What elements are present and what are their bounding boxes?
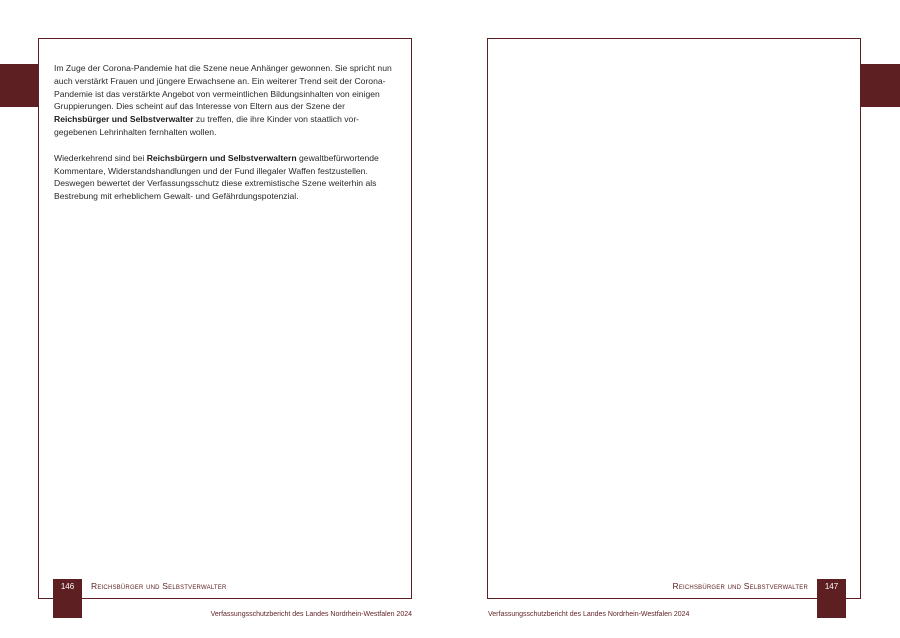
left-page-body: [54, 62, 394, 216]
paragraph-2: [54, 152, 394, 203]
paragraph-1-text-a: Im Zuge der Corona-Pandemie hat die Szene neue Anhänger gewonnen. Sie spricht nun auch verstärkt Frauen und jüngere Erwachsene an. Ein weiterer Trend seit der Corona-Pandemie ist das verstärkte Angebot von vermeintlichen Bildungsinhalten von einigen Gruppierungen. Dies scheint auf das Interesse von Eltern aus der Szene der: [54, 63, 392, 112]
left-page-number: 146: [53, 579, 82, 618]
right-footer: Verfassungsschutzbericht des Landes Nordrhein-Westfalen 2024: [488, 611, 690, 618]
left-footer: Verfassungsschutzbericht des Landes Nordrhein-Westfalen 2024: [210, 611, 412, 618]
paragraph-1: [54, 62, 394, 139]
paragraph-1-bold-term: Reichsbürger und Selbstverwalter: [54, 114, 194, 125]
paragraph-2-bold-term: Reichsbürgern und Selbstverwaltern: [146, 152, 297, 163]
paragraph-1-text-b: zu treffen, die ihre Kinder von staatlich vor-gegebenen Lehrinhalten fernhalten wollen.: [54, 114, 360, 137]
right-page-frame: [487, 38, 861, 599]
right-page-number: 147: [817, 579, 846, 618]
paragraph-2-text-b: gewaltbefürwortende Kommentare, Widerstandshandlungen und der Fund illegaler Waffen festzustellen. Deswegen bewertet der Verfassungsschutz diese extremistische Szene weiterhin als Bestrebung mit erheblichem Gewalt- und Gefährdungspotenzial.: [54, 152, 379, 202]
paragraph-2-text-a: Wiederkehrend sind bei: [54, 152, 147, 163]
right-edge-tab: [861, 64, 900, 107]
left-running-head: Reichsbürger und Selbstverwalter: [91, 581, 227, 591]
right-running-head: Reichsbürger und Selbstverwalter: [672, 581, 808, 591]
left-edge-tab: [0, 64, 38, 107]
